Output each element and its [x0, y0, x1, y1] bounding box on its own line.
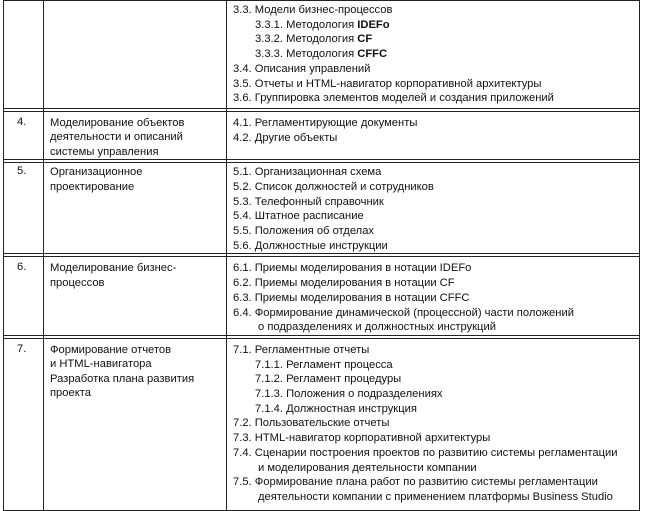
- table-row: [4, 257, 639, 335]
- section-title-line: Формирование отчетов: [50, 343, 172, 356]
- topics-list: [227, 339, 639, 510]
- section-number-text: 7.: [17, 342, 27, 355]
- section-number: [4, 112, 44, 159]
- methodology-name: CFFC: [357, 48, 388, 61]
- subtopic-item: 7.1.3. Положения о подразделениях: [255, 388, 443, 401]
- table-row: [4, 339, 639, 510]
- topic-item: 3.3. Модели бизнес-процессов: [233, 4, 393, 16]
- course-plan-table: [3, 0, 640, 511]
- section-title: [44, 339, 227, 510]
- topics-list: [227, 163, 639, 253]
- section-title-line: Разработка плана развития: [50, 372, 195, 385]
- topic-item: 3.6. Группировка элементов моделей и создания приложений: [233, 92, 554, 105]
- topic-text: 3.3.2. Методология: [255, 33, 358, 46]
- topic-item: 5.5. Положения об отделах: [233, 225, 375, 238]
- subtopic-item: [233, 32, 639, 47]
- section-number: [4, 339, 44, 510]
- topics-list: [227, 112, 639, 159]
- section-title-line: проектирование: [50, 180, 135, 193]
- topic-item: 5.4. Штатное расписание: [233, 210, 364, 223]
- subtopic-item: 7.1.4. Должностная инструкция: [255, 402, 417, 415]
- topic-item: 7.3. HTML-навигатор корпоративной архитектуры: [233, 432, 491, 445]
- topic-item: 5.6. Должностные инструкции: [233, 239, 388, 252]
- section-number: [4, 163, 44, 253]
- section-number-text: 5.: [17, 165, 27, 178]
- topic-item: 7.5. Формирование плана работ по развитию системы регламентации: [233, 476, 598, 489]
- topic-item: 4.2. Другие объекты: [233, 131, 338, 144]
- topic-item: 3.5. Отчеты и HTML-навигатор корпоративной архитектуры: [233, 77, 542, 90]
- section-title-line: и HTML-навигатора: [50, 358, 152, 371]
- section-title-line: Моделирование бизнес-: [50, 262, 177, 275]
- table-row: [4, 1, 639, 108]
- section-title-line: Организационное: [50, 166, 143, 179]
- topics-list: [227, 257, 639, 335]
- topic-item: 6.2. Приемы моделирования в нотации CF: [233, 277, 455, 290]
- section-title: [44, 112, 227, 159]
- topic-item: 6.4. Формирование динамической (процессной) части положений: [233, 306, 574, 319]
- subtopic-item: [233, 18, 639, 33]
- section-number: [4, 1, 44, 108]
- topic-continuation: деятельности компании с применением платформы Business Studio: [258, 490, 613, 503]
- topic-item: 5.2. Список должностей и сотрудников: [233, 180, 434, 193]
- section-title: [44, 163, 227, 253]
- table-row: [4, 112, 639, 159]
- table-row: [4, 163, 639, 253]
- subtopic-item: [233, 47, 639, 62]
- section-title-line: проекта: [50, 387, 91, 400]
- topic-item: 5.1. Организационная схема: [233, 166, 382, 179]
- section-title-line: системы управления: [50, 145, 159, 158]
- topic-item: 4.1. Регламентирующие документы: [233, 117, 418, 129]
- methodology-name: IDEFo: [357, 18, 390, 31]
- topic-item: 7.2. Пользовательские отчеты: [233, 417, 390, 430]
- subtopic-item: 7.1.1. Регламент процесса: [255, 358, 393, 371]
- section-number: [4, 257, 44, 335]
- topic-item: 3.4. Описания управлений: [233, 62, 371, 75]
- section-title: [44, 1, 227, 108]
- topic-item: 5.3. Телефонный справочник: [233, 195, 384, 208]
- topic-continuation: о подразделениях и должностных инструкций: [258, 321, 496, 334]
- section-title-line: процессов: [50, 276, 105, 289]
- topic-text: 3.3.3. Методология: [255, 48, 358, 61]
- topic-item: 7.1. Регламентные отчеты: [233, 343, 370, 356]
- section-title-line: Моделирование объектов: [50, 117, 185, 129]
- topic-item: 6.1. Приемы моделирования в нотации IDEFo: [233, 262, 472, 275]
- section-number-text: 4.: [17, 116, 27, 128]
- topic-continuation: и моделирования деятельности компании: [258, 461, 477, 474]
- section-number-text: 6.: [17, 261, 27, 274]
- topics-list: [227, 1, 639, 108]
- topic-item: 7.4. Сценарии построения проектов по развитию системы регламентации: [233, 446, 618, 459]
- topic-text: 3.3.1. Методология: [255, 18, 358, 31]
- topic-item: 6.3. Приемы моделирования в нотации CFFC: [233, 291, 470, 304]
- section-title-line: деятельности и описаний: [50, 131, 183, 144]
- methodology-name: CF: [357, 33, 373, 46]
- subtopic-item: 7.1.2. Регламент процедуры: [255, 373, 402, 386]
- section-title: [44, 257, 227, 335]
